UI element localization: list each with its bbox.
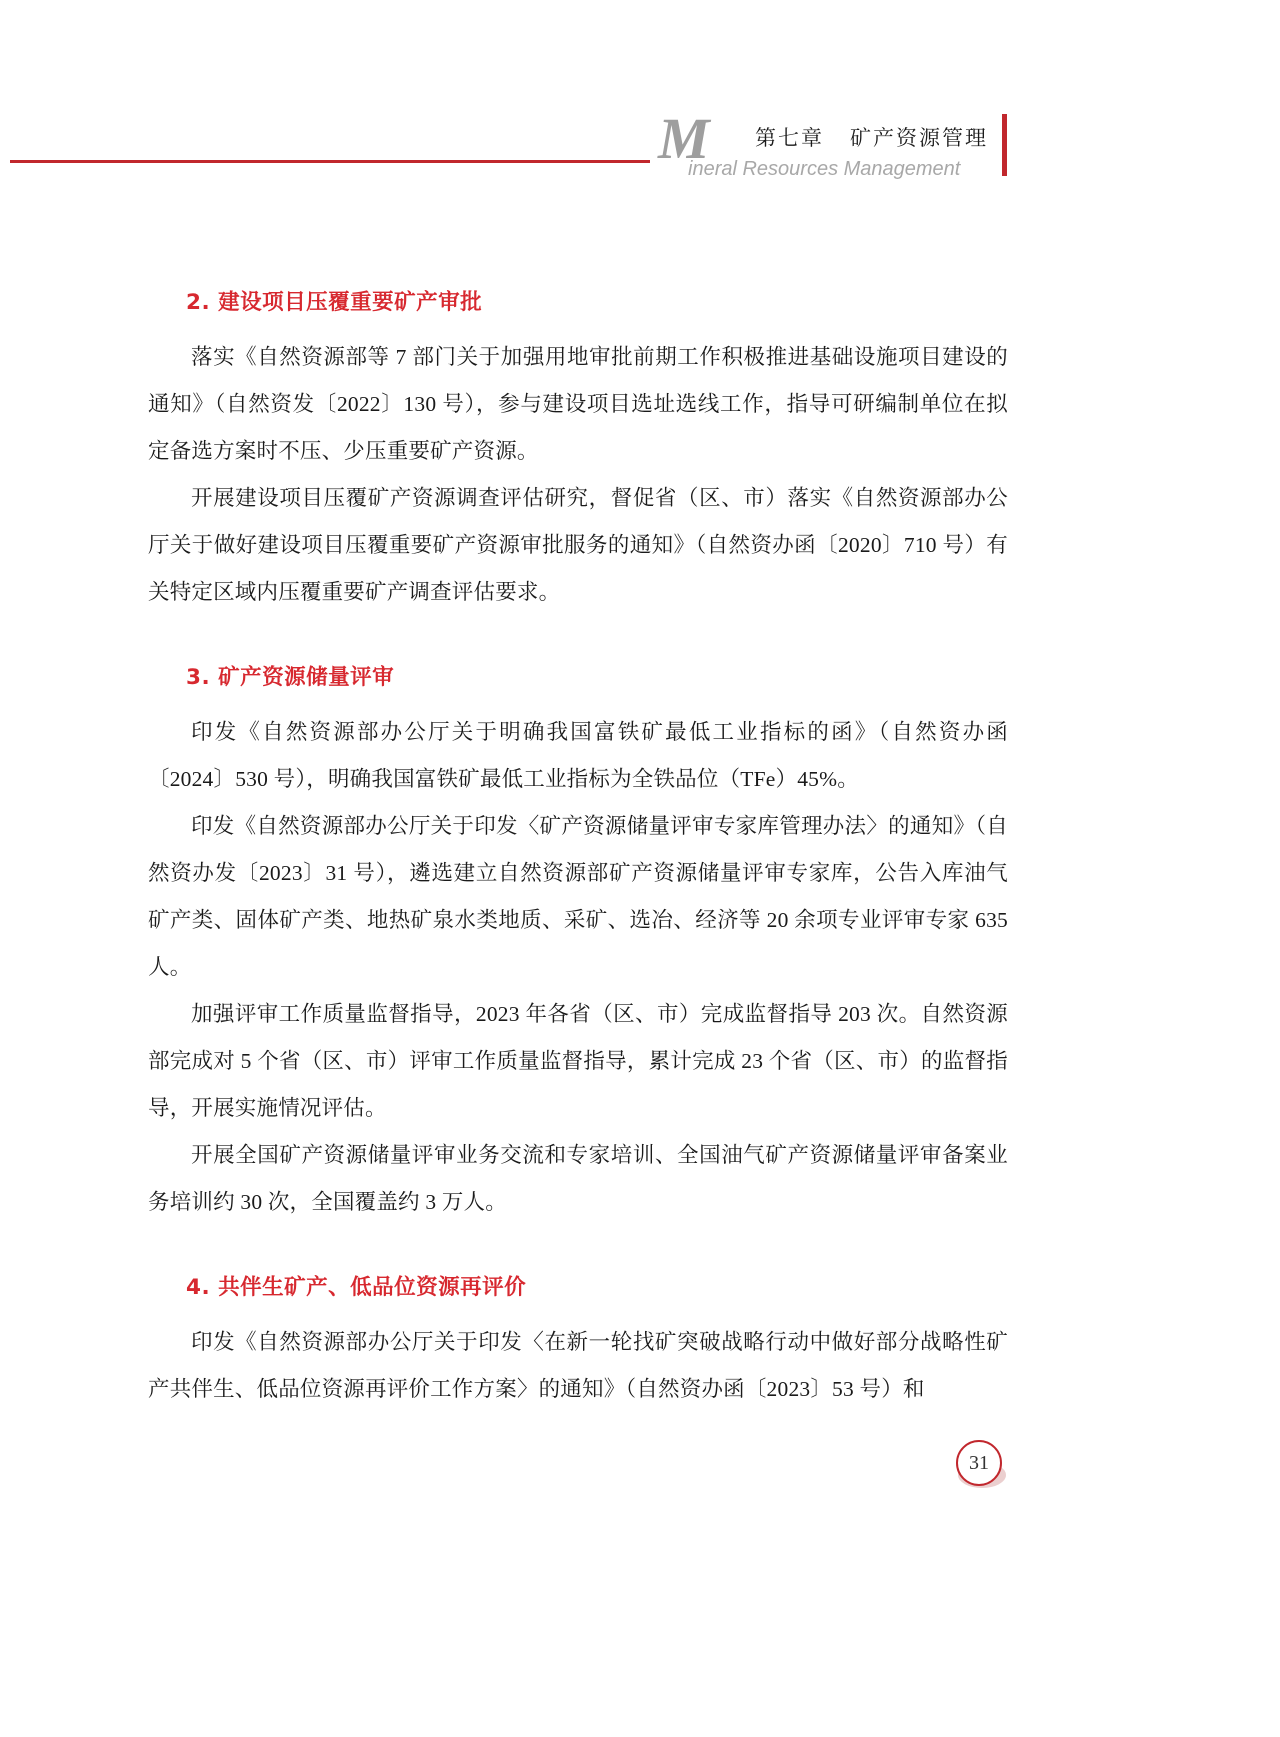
paragraph: 加强评审工作质量监督指导，2023 年各省（区、市）完成监督指导 203 次。自然资源部完成对 5 个省（区、市）评审工作质量监督指导，累计完成 23 个省（区、市）的监督指导，开展实施情况评估。 <box>148 1002 1008 1120</box>
header-rule <box>10 160 650 163</box>
page-number-badge <box>952 1440 1012 1500</box>
paragraph: 开展全国矿产资源储量评审业务交流和专家培训、全国油气矿产资源储量评审备案业务培训约 30 次，全国覆盖约 3 万人。 <box>148 1143 1008 1214</box>
section-4 <box>148 1270 1008 1413</box>
header-english-title: ineral Resources Management <box>688 158 961 180</box>
page-content <box>148 285 1008 1423</box>
section-3 <box>148 660 1008 1226</box>
header-accent-bar <box>1002 114 1007 176</box>
paragraph: 印发《自然资源部办公厅关于印发〈在新一轮找矿突破战略行动中做好部分战略性矿产共伴生、低品位资源再评价工作方案〉的通知》（自然资办函〔2023〕53 号）和 <box>148 1330 1008 1401</box>
section-heading: 2. 建设项目压覆重要矿产审批 <box>186 290 483 315</box>
section-heading: 3. 矿产资源储量评审 <box>186 665 395 690</box>
header-title-block <box>650 108 1010 194</box>
chapter-label: 第七章 <box>755 126 824 150</box>
page-header <box>0 108 1280 198</box>
chapter-monogram: M <box>658 106 710 171</box>
paragraph: 开展建设项目压覆矿产资源调查评估研究，督促省（区、市）落实《自然资源部办公厅关于做好建设项目压覆重要矿产资源审批服务的通知》（自然资办函〔2020〕710 号）有关特定区域内压覆重要矿产调查评估要求。 <box>148 486 1008 604</box>
paragraph: 印发《自然资源部办公厅关于明确我国富铁矿最低工业指标的函》（自然资办函〔2024〕530 号），明确我国富铁矿最低工业指标为全铁品位（TFe）45%。 <box>148 720 1008 791</box>
header-chinese-title <box>755 122 988 152</box>
paragraph: 落实《自然资源部等 7 部门关于加强用地审批前期工作积极推进基础设施项目建设的通知》（自然资发〔2022〕130 号），参与建设项目选址选线工作，指导可研编制单位在拟定备选方案时不压、少压重要矿产资源。 <box>148 345 1008 463</box>
paragraph: 印发《自然资源部办公厅关于印发〈矿产资源储量评审专家库管理办法〉的通知》（自然资办发〔2023〕31 号），遴选建立自然资源部矿产资源储量评审专家库，公告入库油气矿产类、固体矿产类、地热矿泉水类地质、采矿、选冶、经济等 20 余项专业评审专家 635 人。 <box>148 814 1008 979</box>
section-2 <box>148 285 1008 616</box>
page-number: 31 <box>956 1440 1002 1486</box>
chapter-title: 矿产资源管理 <box>850 126 988 150</box>
section-heading: 4. 共伴生矿产、低品位资源再评价 <box>186 1275 527 1300</box>
